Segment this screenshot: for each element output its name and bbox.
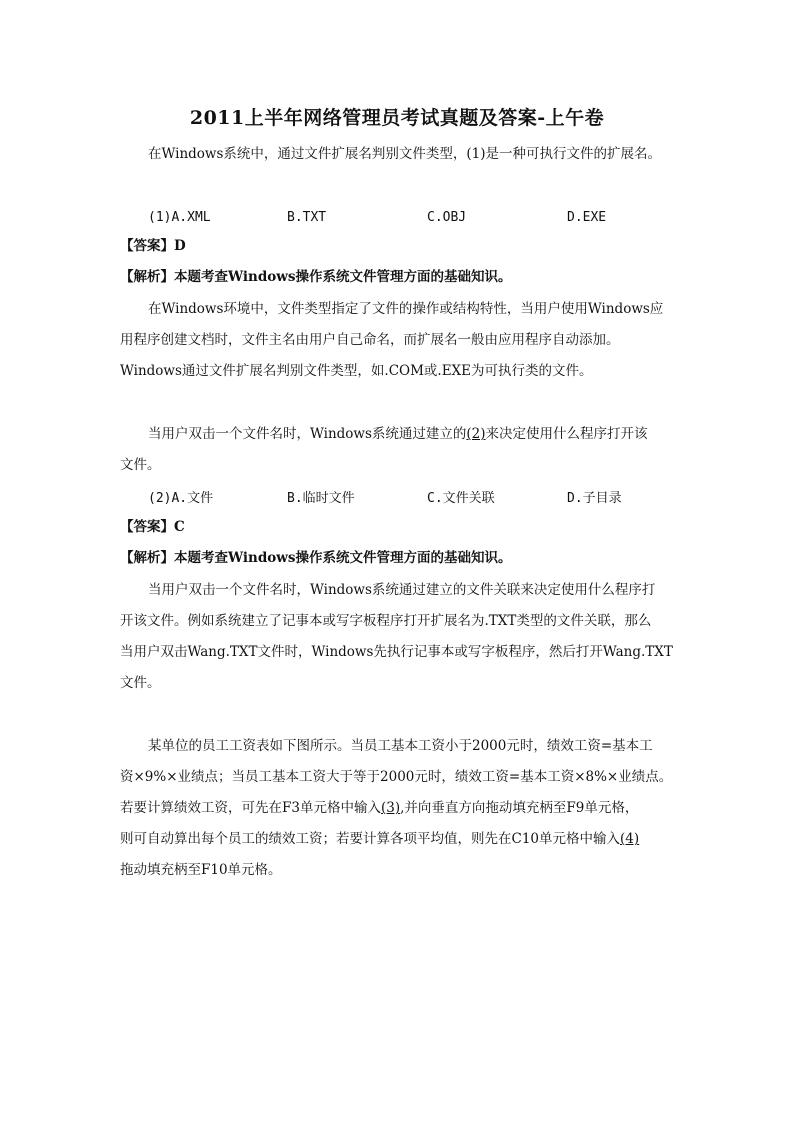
q3-blank: (3) — [380, 800, 401, 816]
q2-stem-text: 来决定使用什么程序打开该 — [485, 426, 648, 442]
q2-analysis-line: 当用户双击Wang.TXT文件时，Windows先执行记事本或写字板程序，然后打开Wang.TXT — [120, 644, 673, 660]
q2-stem-line2: 文件。 — [120, 457, 161, 473]
q3-text-line: 某单位的员工工资表如下图所示。当员工基本工资小于2000元时，绩效工资=基本工 — [148, 738, 653, 754]
q2-option-d: D.子目录 — [567, 491, 622, 506]
q4-blank: (4) — [620, 831, 640, 847]
q2-option-c: C.文件关联 — [427, 491, 495, 506]
q1-option-c: C.OBJ — [427, 210, 467, 225]
q1-option-d: D.EXE — [567, 210, 607, 225]
q2-analysis-line: 文件。 — [120, 675, 161, 691]
q2-analysis-heading: 【解析】本题考查Windows操作系统文件管理方面的基础知识。 — [120, 550, 512, 566]
q2-analysis-line: 开该文件。例如系统建立了记事本或写字板程序打开扩展名为.TXT类型的文件关联，那么 — [120, 613, 652, 629]
q3-text: 则可自动算出每个员工的绩效工资；若要计算各项平均值，则先在C10单元格中输入 — [120, 831, 621, 847]
q2-answer: 【答案】C — [120, 519, 185, 535]
q3-text: ,并向垂直方向拖动填充柄至F9单元格， — [400, 800, 639, 816]
q1-analysis-line: 在Windows环境中，文件类型指定了文件的操作或结构特性，当用户使用Windows应 — [148, 301, 664, 317]
q3-text-line: 拖动填充柄至F10单元格。 — [120, 862, 282, 878]
page-title: 2011上半年网络管理员考试真题及答案-上午卷 — [189, 107, 605, 129]
q2-option-a: (2)A.文件 — [148, 491, 214, 506]
q3-text-line: 资×9%×业绩点；当员工基本工资大于等于2000元时，绩效工资=基本工资×8%×业绩点。 — [120, 769, 673, 785]
q1-option-b: B.TXT — [287, 210, 327, 225]
q1-analysis-line: Windows通过文件扩展名判别文件类型，如.COM或.EXE为可执行类的文件。 — [120, 363, 593, 379]
q1-answer: 【答案】D — [120, 238, 186, 254]
q1-option-a: (1)A.XML — [148, 210, 211, 225]
q3-text-line — [120, 829, 639, 849]
q2-blank: (2) — [466, 426, 486, 442]
q3-text-line — [120, 798, 638, 818]
q1-analysis-heading: 【解析】本题考查Windows操作系统文件管理方面的基础知识。 — [120, 269, 512, 285]
q2-analysis-line: 当用户双击一个文件名时，Windows系统通过建立的文件关联来决定使用什么程序打 — [148, 582, 656, 598]
q1-stem: 在Windows系统中，通过文件扩展名判别文件类型，(1)是一种可执行文件的扩展名。 — [148, 146, 662, 162]
q1-analysis-line: 用程序创建文档时，文件主名由用户自己命名，而扩展名一般由应用程序自动添加。 — [120, 332, 620, 348]
q2-stem-text: 当用户双击一个文件名时，Windows系统通过建立的 — [148, 426, 467, 442]
q2-option-b: B.临时文件 — [287, 491, 355, 506]
q2-stem — [148, 424, 648, 444]
q3-text: 若要计算绩效工资，可先在F3单元格中输入 — [120, 800, 381, 816]
